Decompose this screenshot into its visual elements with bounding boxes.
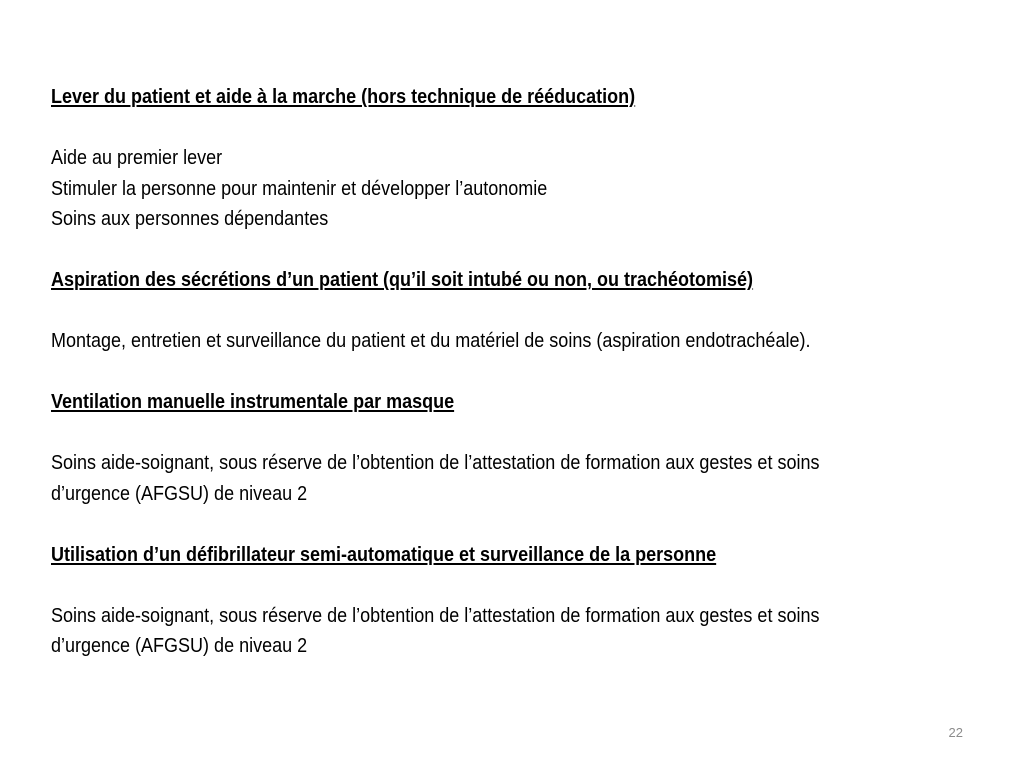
section-line: Soins aide-soignant, sous réserve de l’obtention de l’attestation de formation aux gestes et soins: [51, 452, 820, 474]
section-heading-aspiration: Aspiration des sécrétions d’un patient (qu’il soit intubé ou non, ou trachéotomisé): [51, 269, 754, 291]
section-line: Soins aux personnes dépendantes: [51, 208, 329, 230]
section-heading-defibrillateur: Utilisation d’un défibrillateur semi-automatique et surveillance de la personne: [51, 543, 717, 566]
spacer: [51, 509, 991, 540]
slide-content: [51, 82, 991, 662]
section-heading-lever: Lever du patient et aide à la marche (hors technique de rééducation): [51, 86, 636, 108]
section-line: Stimuler la personne pour maintenir et développer l’autonomie: [51, 177, 548, 200]
spacer: [51, 113, 991, 144]
section-line: d’urgence (AFGSU) de niveau 2: [51, 482, 308, 505]
section-heading-ventilation: Ventilation manuelle instrumentale par masque: [51, 391, 455, 413]
spacer: [51, 357, 991, 388]
section-line: Montage, entretien et surveillance du patient et du matériel de soins (aspiration endotrachéale).: [51, 330, 811, 352]
page-number: 22: [948, 725, 963, 740]
section-line: Aide au premier lever: [51, 147, 223, 169]
section-line: d’urgence (AFGSU) de niveau 2: [51, 635, 308, 657]
section-line: Soins aide-soignant, sous réserve de l’obtention de l’attestation de formation aux gestes et soins: [51, 604, 820, 627]
spacer: [51, 418, 991, 449]
spacer: [51, 235, 991, 266]
spacer: [51, 570, 991, 601]
spacer: [51, 296, 991, 327]
